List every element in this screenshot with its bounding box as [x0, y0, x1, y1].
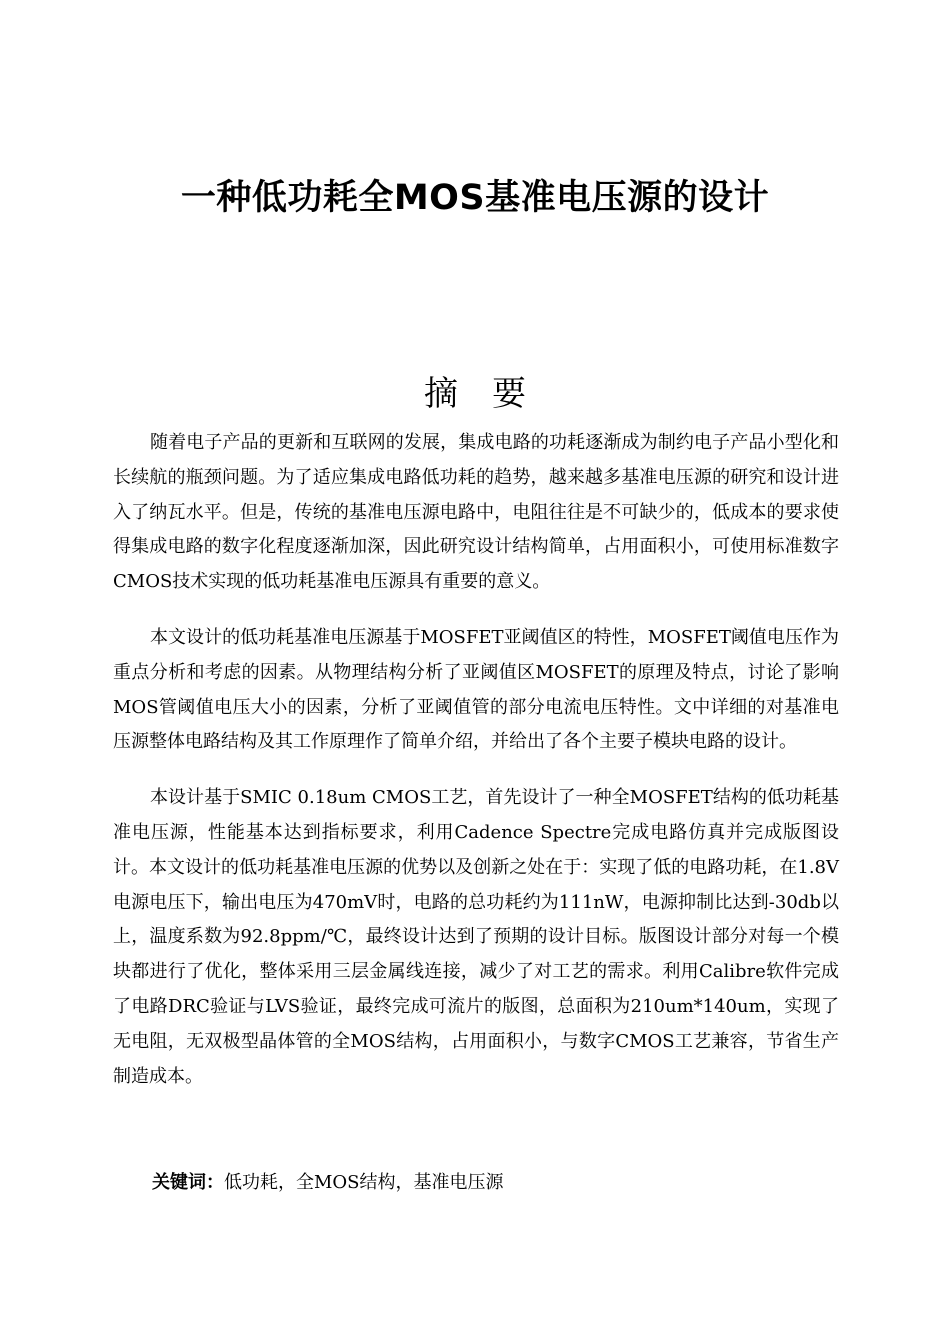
keywords-label: 关键词：	[152, 1172, 224, 1193]
abstract-paragraph: 本设计基于SMIC 0.18um CMOS工艺，首先设计了一种全MOSFET结构的低功耗基准电压源，性能基本达到指标要求，利用Cadence Spectre完成电路仿真并完成版图设计。本文设计的低功耗基准电压源的优势以及创新之处在于：实现了低的电路功耗，在1.8V电源电压下，输出电压为470mV时，电路的总功耗约为111nW，电源抑制比达到-30db以上，温度系数为92.8ppm/℃，最终设计达到了预期的设计目标。版图设计部分对每一个模块都进行了优化，整体采用三层金属线连接，减少了对工艺的需求。利用Calibre软件完成了电路DRC验证与LVS验证，最终完成可流片的版图，总面积为210um*140um，实现了无电阻，无双极型晶体管的全MOS结构，占用面积小，与数字CMOS工艺兼容，节省生产制造成本。	[113, 787, 839, 1087]
abstract-paragraph: 随着电子产品的更新和互联网的发展，集成电路的功耗逐渐成为制约电子产品小型化和长续航的瓶颈问题。为了适应集成电路低功耗的趋势，越来越多基准电压源的研究和设计进入了纳瓦水平。但是，传统的基准电压源电路中，电阻往往是不可缺少的，低成本的要求使得集成电路的数字化程度逐渐加深，因此研究设计结构简单，占用面积小，可使用标准数字 CMOS技术实现的低功耗基准电压源具有重要的意义。	[113, 432, 839, 593]
abstract-body	[113, 426, 839, 1115]
abstract-heading	[0, 372, 950, 416]
keywords-line	[152, 1166, 504, 1200]
abstract-heading-char: 要	[492, 374, 526, 414]
abstract-paragraph: 本文设计的低功耗基准电压源基于MOSFET亚阈值区的特性，MOSFET阈值电压作为重点分析和考虑的因素。从物理结构分析了亚阈值区MOSFET的原理及特点，讨论了影响MOS管阈值电压大小的因素，分析了亚阈值管的部分电流电压特性。文中详细的对基准电压源整体电路结构及其工作原理作了简单介绍，并给出了各个主要子模块电路的设计。	[113, 626, 839, 753]
document-title: 一种低功耗全MOS基准电压源的设计	[180, 178, 770, 218]
keywords-value: 低功耗，全MOS结构，基准电压源	[224, 1172, 504, 1193]
abstract-heading-char: 摘	[424, 374, 458, 414]
